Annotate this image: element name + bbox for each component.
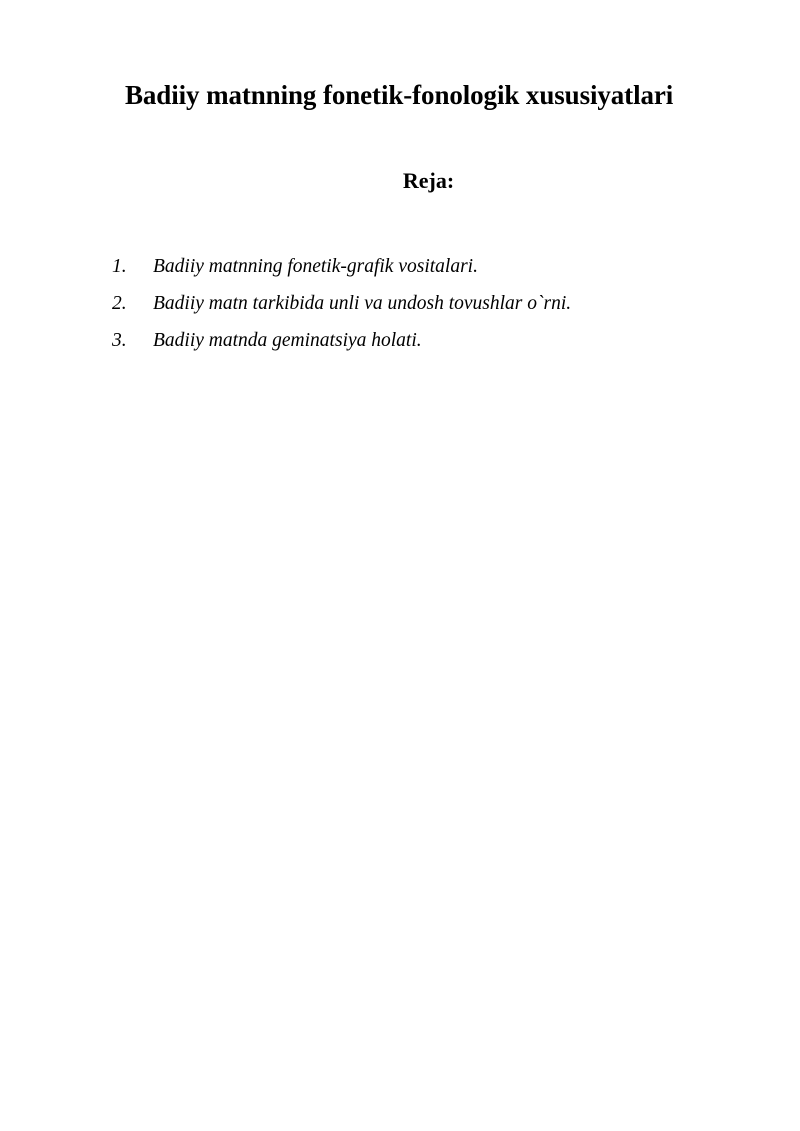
plan-item-text: Badiiy matnda geminatsiya holati. (153, 330, 422, 351)
plan-heading: Reja: (402, 168, 455, 193)
document-title: Badiiy matnning fonetik-fonologik xususiyatlari (125, 80, 674, 110)
plan-item-number: 1. (112, 256, 127, 277)
plan-item (112, 285, 772, 322)
plan-item-text: Badiiy matn tarkibida unli va undosh tovushlar o`rni. (153, 293, 572, 314)
plan-item-number: 2. (112, 293, 127, 314)
plan-item (112, 248, 772, 285)
plan-item-number: 3. (112, 330, 127, 351)
plan-list (112, 248, 772, 359)
plan-item (112, 322, 772, 359)
plan-item-text: Badiiy matnning fonetik-grafik vositalari. (153, 256, 478, 277)
